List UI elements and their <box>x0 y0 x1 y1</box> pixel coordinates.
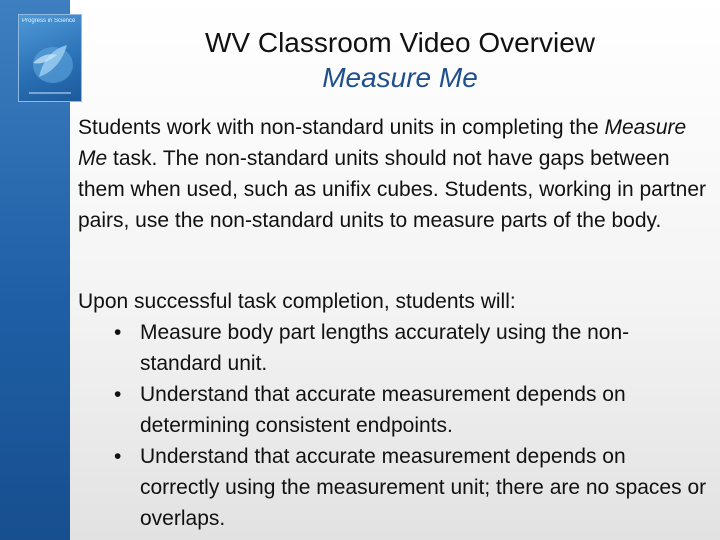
intro-text-1: Students work with non-standard units in completing the <box>78 116 605 139</box>
logo-title: Progress in Science <box>22 18 76 24</box>
intro-text-2: task. The non-standard units should not have gaps between them when used, such as unifix cubes. Students, working in partner pairs, use the non-standard units to measure parts of the body. <box>78 147 707 232</box>
bullet-text: Understand that accurate measurement depends on correctly using the measurement unit; there are no spaces or overlaps. <box>140 445 707 530</box>
outcomes-lead: Upon successful task completion, students will: <box>78 290 516 313</box>
list-item <box>78 441 708 534</box>
leaf-emblem-icon <box>19 15 81 101</box>
page-title: WV Classroom Video Overview <box>204 27 596 58</box>
bullet-icon: • <box>114 445 122 468</box>
outcomes-list <box>78 317 708 534</box>
list-item <box>78 379 708 441</box>
bullet-text: Understand that accurate measurement depends on determining consistent endpoints. <box>140 383 626 437</box>
page-subtitle: Measure Me <box>322 62 478 93</box>
outcomes-section <box>78 286 708 534</box>
bullet-icon: • <box>114 321 122 344</box>
list-item <box>78 317 708 379</box>
logo <box>18 14 82 102</box>
bullet-icon: • <box>114 383 122 406</box>
intro-italic: Measure Me <box>78 116 687 170</box>
intro-paragraph <box>78 112 708 236</box>
bullet-text: Measure body part lengths accurately using the non-standard unit. <box>140 321 630 375</box>
